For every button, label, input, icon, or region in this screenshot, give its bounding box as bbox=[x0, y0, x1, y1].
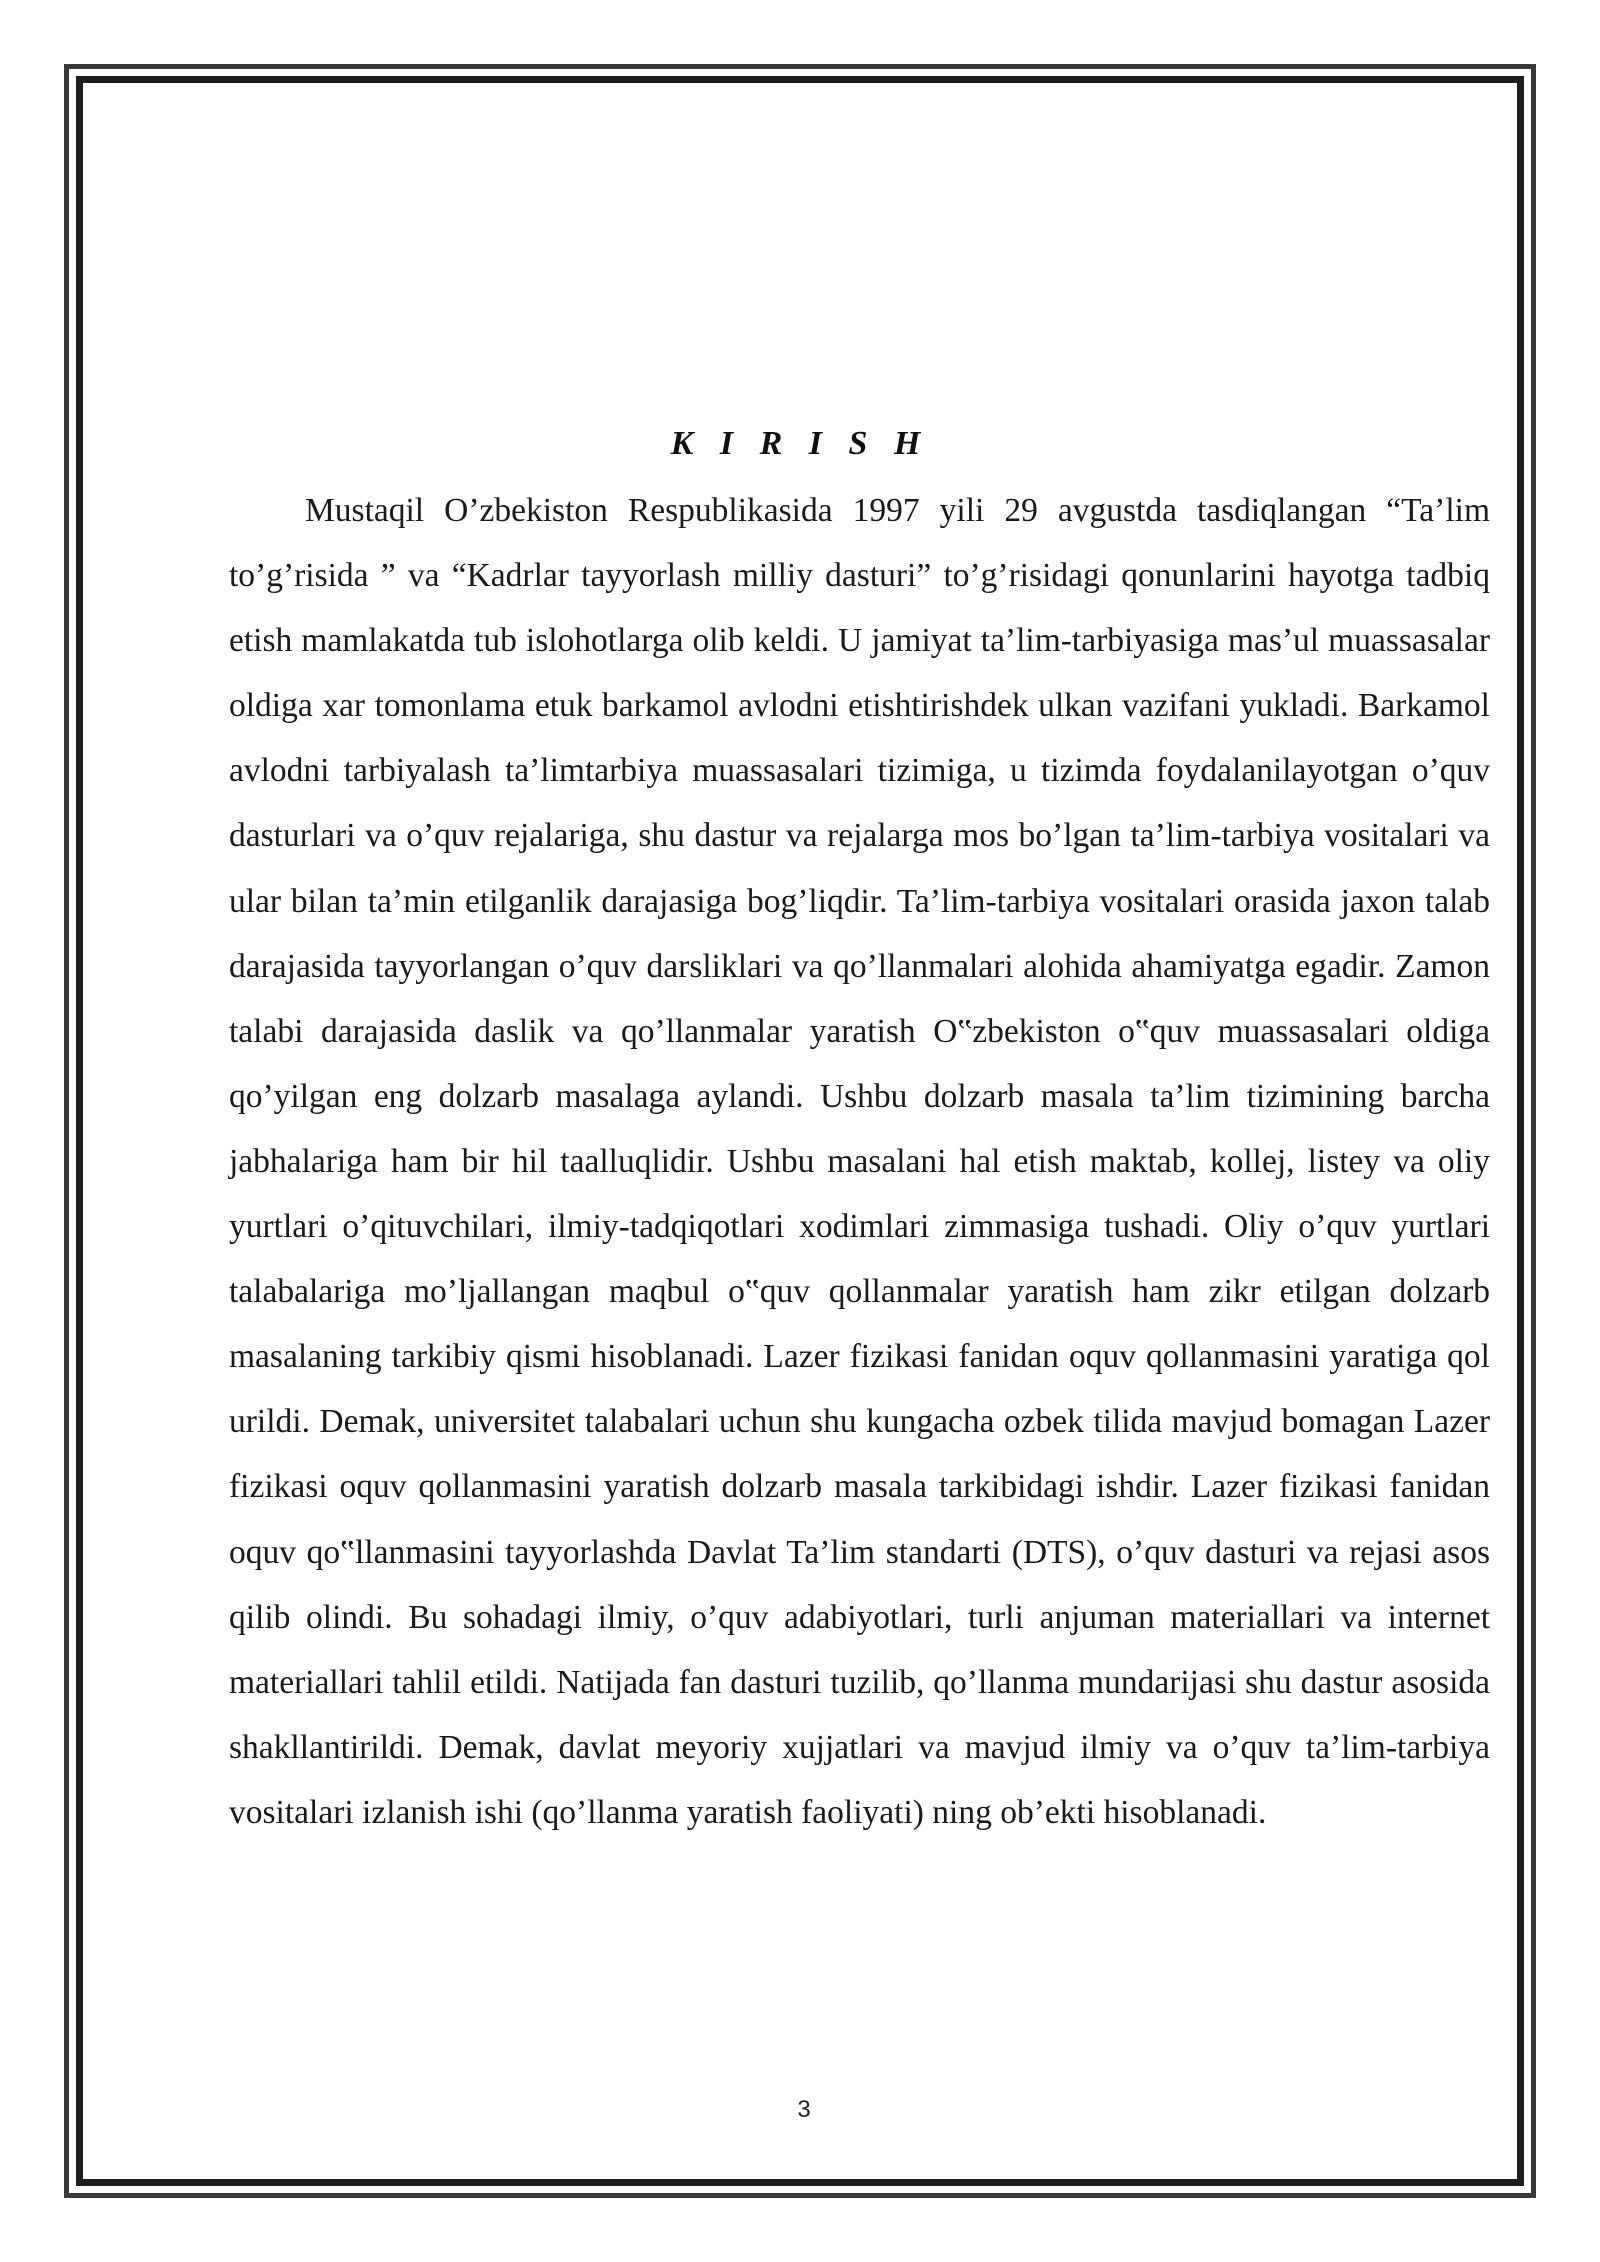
section-heading: K I R I S H bbox=[670, 425, 930, 462]
body-paragraph: Mustaqil O’zbekiston Respublikasida 1997 yili 29 avgustda tasdiqlangan “Ta’lim to’g’risida ” va “Kadrlar tayyorlash milliy dasturi” to’g’risidagi qonunlarini hayotga tadbiq etish mamlakatda tub islohotlarga olib keldi. U jamiyat ta’lim-tarbiyasiga mas’ul muassasalar oldiga xar tomonlama etuk barkamol avlodni etishtirishdek ulkan vazifani yukladi. Barkamol avlodni tarbiyalash ta’limtarbiya muassasalari tizimiga, u tizimda foydalanilayotgan o’quv dasturlari va o’quv rejalariga, shu dastur va rejalarga mos bo’lgan ta’lim-tarbiya vositalari va ular bilan ta’min etilganlik darajasiga bog’liqdir. Ta’lim-tarbiya vositalari orasida jaxon talab darajasida tayyorlangan o’quv darsliklari va qo’llanmalari alohida ahamiyatga egadir. Zamon talabi darajasida daslik va qo’llanmalar yaratish O‟zbekiston o‟quv muassasalari oldiga qo’yilgan eng dolzarb masalaga aylandi. Ushbu dolzarb masala ta’lim tizimining barcha jabhalariga ham bir hil taalluqlidir. Ushbu masalani hal etish maktab, kollej, listey va oliy yurtlari o’qituvchilari, ilmiy-tadqiqotlari xodimlari zimmasiga tushadi. Oliy o’quv yurtlari talabalariga mo’ljallangan maqbul o‟quv qollanmalar yaratish ham zikr etilgan dolzarb masalaning tarkibiy qismi hisoblanadi. Lazer fizikasi fanidan oquv qollanmasini yaratiga qol urildi. Demak, universitet talabalari uchun shu kungacha ozbek tilida mavjud bomagan Lazer fizikasi oquv qollanmasini yaratish dolzarb masala tarkibidagi ishdir. Lazer fizikasi fanidan oquv qo‟llanmasini tayyorlashda Davlat Ta’lim standarti (DTS), o’quv dasturi va rejasi asos qilib olindi. Bu sohadagi ilmiy, o’quv adabiyotlari, turli anjuman materiallari va internet materiallari tahlil etildi. Natijada fan dasturi tuzilib, qo’llanma mundarijasi shu dastur asosida shakllantirildi. Demak, davlat meyoriy xujjatlari va mavjud ilmiy va o’quv ta’lim-tarbiya vositalari izlanish ishi (qo’llanma yaratish faoliyati) ning ob’ekti hisoblanadi. bbox=[229, 492, 1490, 1831]
page-number: 3 bbox=[797, 2096, 811, 2123]
